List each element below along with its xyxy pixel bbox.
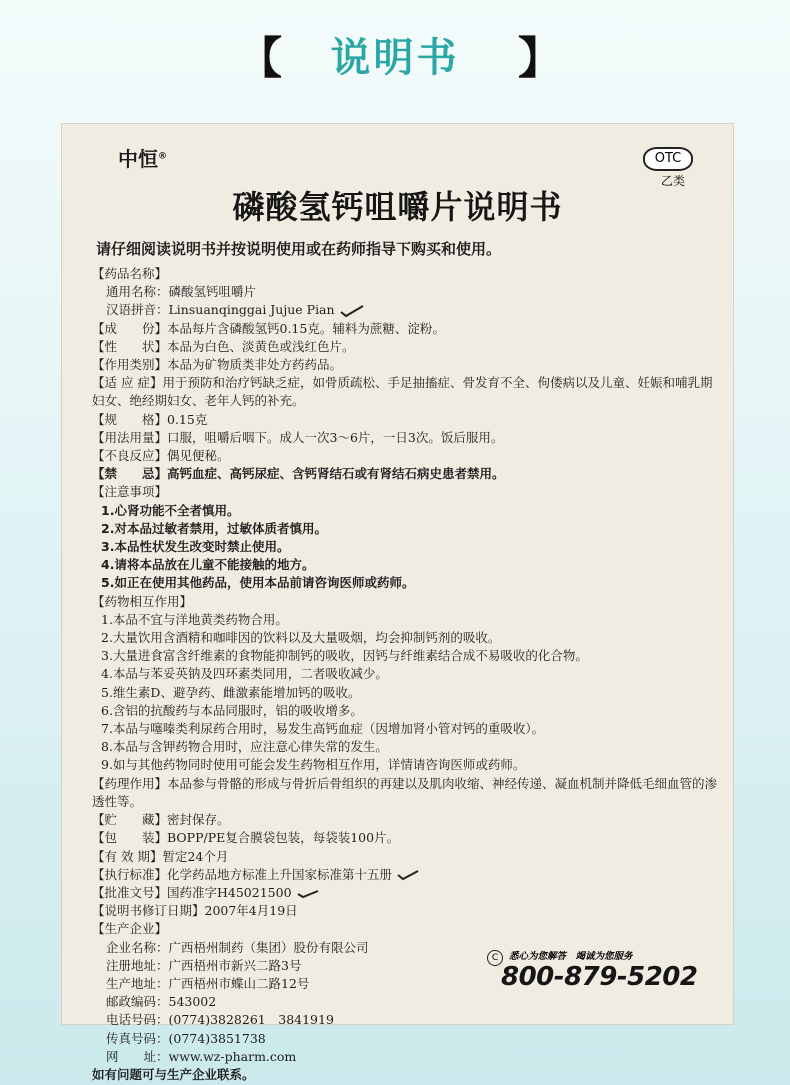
interaction-item: 8.本品与含钾药物合用时，应注意心律失常的发生。 <box>101 739 388 755</box>
contraindications: 【禁 忌】高钙血症、高钙尿症、含钙肾结石或有肾结石病史患者禁用。 <box>92 466 505 482</box>
precaution-item: 4.请将本品放在儿童不能接触的地方。 <box>101 557 315 573</box>
pinyin-name: 汉语拼音：Linsuanqinggai Jujue Pian <box>92 301 717 319</box>
page-title: 说明书 <box>330 35 460 81</box>
revision-date: 【说明书修订日期】2007年4月19日 <box>92 903 298 919</box>
phone-number: 电话号码：(0774)3828261 3841919 <box>106 1012 334 1028</box>
precaution-item: 1.心肾功能不全者慎用。 <box>101 502 240 518</box>
pharmacology: 【药理作用】本品参与骨骼的形成与骨折后骨组织的再建以及肌肉收缩、神经传递、凝血机制并降低毛细血管的渗透性等。 <box>92 775 718 809</box>
generic-name: 通用名称：磷酸氢钙咀嚼片 <box>106 284 257 300</box>
interaction-item: 7.本品与噻嗪类利尿药合用时，易发生高钙血症（因增加肾小管对钙的重吸收）。 <box>101 721 545 737</box>
company-name: 企业名称：广西梧州制药（集团）股份有限公司 <box>106 939 369 955</box>
shelf-life: 【有 效 期】暂定24个月 <box>92 848 229 864</box>
leaflet-title: 磷酸氢钙咀嚼片说明书 <box>232 188 563 226</box>
interaction-item: 9.如与其他药物同时使用可能会发生药物相互作用，详情请咨询医师或药师。 <box>101 757 526 773</box>
otc-badge: OTC <box>643 147 693 171</box>
interaction-item: 3.大量进食富含纤维素的食物能抑制钙的吸收，因钙与纤维素结合成不易吸收的化合物。 <box>101 648 588 664</box>
service-hotline <box>487 946 727 1006</box>
postal-code: 邮政编码：543002 <box>106 994 217 1010</box>
precaution-item: 2.对本品过敏者禁用，过敏体质者慎用。 <box>101 520 327 536</box>
specification: 【规 格】0.15克 <box>92 411 208 427</box>
hotline-logo-icon: C <box>487 950 503 966</box>
category: 【作用类别】本品为矿物质类非处方药药品。 <box>92 357 343 373</box>
leaflet-subtitle: 请仔细阅读说明书并按说明使用或在药师指导下购买和使用。 <box>96 240 502 258</box>
precaution-item: 5.如正在使用其他药品，使用本品前请咨询医师或药师。 <box>101 575 415 591</box>
interaction-item: 5.维生素D、避孕药、雌激素能增加钙的吸收。 <box>101 684 361 700</box>
section-heading: 【注意事项】 <box>92 484 168 500</box>
registered-mark: ® <box>158 151 167 162</box>
contact-note: 如有问题可与生产企业联系。 <box>92 1066 255 1082</box>
adverse-reactions: 【不良反应】偶见便秘。 <box>92 448 230 464</box>
check-mark-icon <box>396 868 422 882</box>
section-heading: 【药品名称】 <box>92 266 168 281</box>
page-header <box>0 18 790 88</box>
brand-logo: 中恒® <box>118 147 167 171</box>
section-heading: 【生产企业】 <box>92 921 168 937</box>
dosage: 【用法用量】口服，咀嚼后咽下。成人一次3～6片，一日3次。饭后服用。 <box>92 429 504 445</box>
approval-number: 【批准文号】国药准字H45021500 <box>92 884 717 902</box>
check-mark-icon <box>296 886 322 900</box>
indications: 【适 应 症】用于预防和治疗钙缺乏症，如骨质疏松、手足抽搐症、骨发育不全、佝偻病以及儿童、妊娠和哺乳期妇女、绝经期妇女、老年人钙的补充。 <box>92 375 713 409</box>
instruction-leaflet <box>62 124 733 1082</box>
hotline-slogan: 悉心为您解答 竭诚为您服务 <box>509 951 633 962</box>
registered-address: 注册地址：广西梧州市新兴二路3号 <box>106 957 302 973</box>
storage: 【贮 藏】密封保存。 <box>92 812 230 828</box>
hotline-number: 800-879-5202 <box>501 962 698 992</box>
fax-number: 传真号码：(0774)3851738 <box>106 1030 266 1046</box>
interaction-item: 4.本品与苯妥英钠及四环素类同用，二者吸收减少。 <box>101 666 388 682</box>
standard: 【执行标准】化学药品地方标准上升国家标准第十五册 <box>92 866 717 884</box>
check-mark-icon <box>339 304 365 318</box>
otc-category: 乙类 <box>660 174 685 188</box>
bracket-right: 】 <box>518 33 562 84</box>
section-heading: 【药物相互作用】 <box>92 593 193 609</box>
precaution-item: 3.本品性状发生改变时禁止使用。 <box>101 539 290 555</box>
interaction-item: 6.含铝的抗酸药与本品同服时，铝的吸收增多。 <box>101 702 363 718</box>
production-address: 生产地址：广西梧州市蝶山二路12号 <box>106 975 310 991</box>
interaction-item: 2.大量饮用含酒精和咖啡因的饮料以及大量吸烟，均会抑制钙剂的吸收。 <box>101 630 501 646</box>
interaction-item: 1.本品不宜与洋地黄类药物合用。 <box>101 611 288 627</box>
packaging: 【包 装】BOPP/PE复合膜袋包装，每袋装100片。 <box>92 830 400 846</box>
bracket-left: 【 <box>238 33 282 84</box>
website: 网 址：www.wz-pharm.com <box>106 1048 297 1064</box>
appearance: 【性 状】本品为白色、淡黄色或浅红色片。 <box>92 338 355 354</box>
ingredients: 【成 份】本品每片含磷酸氢钙0.15克。辅料为蔗糖、淀粉。 <box>92 320 445 336</box>
